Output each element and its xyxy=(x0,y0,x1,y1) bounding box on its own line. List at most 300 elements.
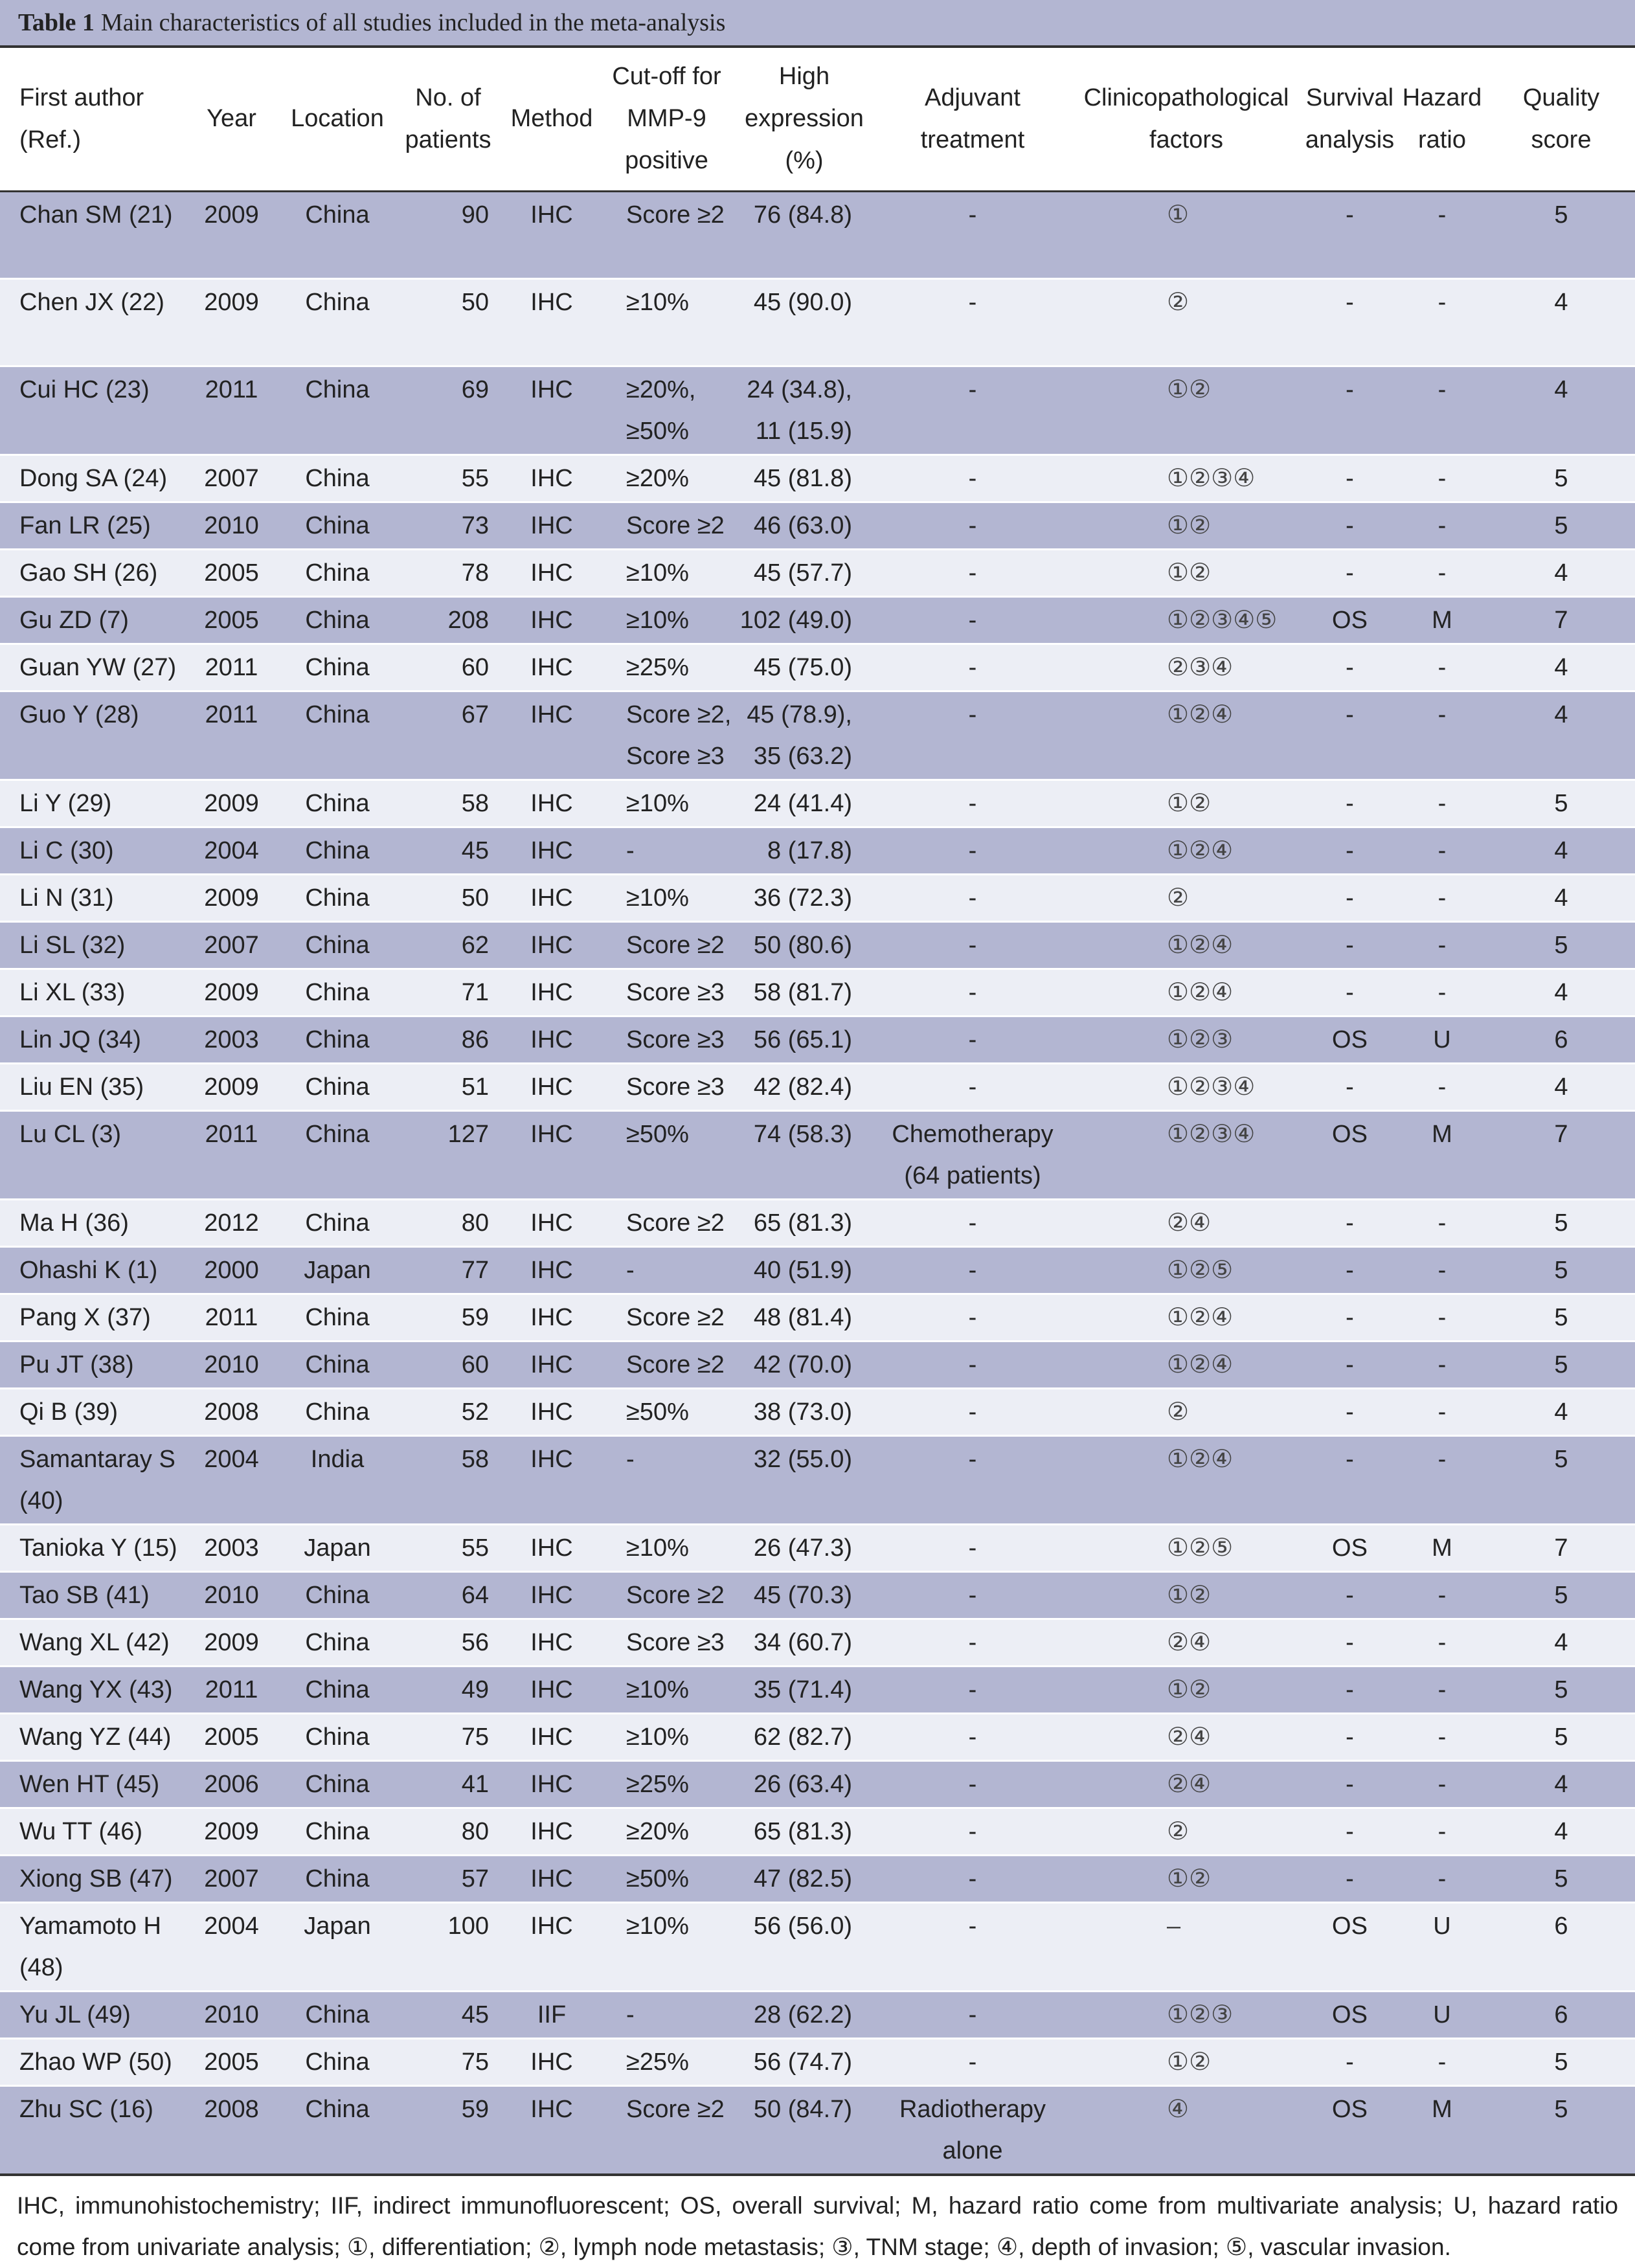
cell-method xyxy=(503,827,600,875)
header-line: No. of xyxy=(415,84,481,111)
cell-cutoff xyxy=(600,1342,733,1389)
cell-first-author xyxy=(0,1200,181,1247)
cell-first-author xyxy=(0,1389,181,1436)
cell-adjuvant-treatment xyxy=(875,279,1070,366)
cell-text: China xyxy=(305,1026,370,1053)
cell-text: M xyxy=(1432,1121,1452,1148)
cell-text: 57 xyxy=(461,1865,489,1892)
cell-method xyxy=(503,550,600,597)
cell-text: Score ≥2 xyxy=(626,2096,725,2123)
cell-adjuvant-treatment xyxy=(875,1294,1070,1342)
header-no-of-patients xyxy=(393,48,503,192)
cell-text: - xyxy=(968,1534,977,1562)
cell-text: 5 xyxy=(1554,201,1568,229)
cell-text: 4 xyxy=(1554,979,1568,1006)
cell-high-expression xyxy=(733,922,875,969)
table-row xyxy=(0,1200,1635,1247)
cell-no-of-patients xyxy=(393,827,503,875)
cell-survival-analysis xyxy=(1303,1714,1397,1761)
cell-hazard-ratio xyxy=(1397,1016,1487,1064)
cell-cutoff xyxy=(600,1200,733,1247)
cell-year xyxy=(181,1619,282,1667)
cell-survival-analysis xyxy=(1303,455,1397,502)
cell-text: - xyxy=(968,607,977,634)
cell-cutoff xyxy=(600,1619,733,1667)
cell-text: - xyxy=(1346,1398,1354,1426)
cell-text: OS xyxy=(1332,607,1368,634)
table-body xyxy=(0,192,1635,2175)
cell-first-author xyxy=(0,875,181,922)
cell-first-author xyxy=(0,1525,181,1572)
cell-text: 59 xyxy=(461,2096,489,2123)
cell-year xyxy=(181,1667,282,1714)
cell-no-of-patients xyxy=(393,279,503,366)
cell-hazard-ratio xyxy=(1397,1572,1487,1619)
cell-text: Pang X (37) xyxy=(19,1304,151,1331)
cell-year xyxy=(181,691,282,780)
cell-location xyxy=(282,1619,393,1667)
cell-text: - xyxy=(1346,1209,1354,1237)
cell-quality-score xyxy=(1487,1200,1635,1247)
cell-text: - xyxy=(968,1676,977,1703)
cell-text: 208 xyxy=(447,607,489,634)
cell-survival-analysis xyxy=(1303,1619,1397,1667)
cell-hazard-ratio xyxy=(1397,691,1487,780)
cell-no-of-patients xyxy=(393,2086,503,2175)
cell-text: 4 xyxy=(1554,1818,1568,1845)
cell-text: China xyxy=(305,2096,370,2123)
cell-text: 45 xyxy=(461,2001,489,2028)
cell-method xyxy=(503,1525,600,1572)
cell-year xyxy=(181,875,282,922)
cell-text: - xyxy=(1346,1073,1354,1101)
cell-cutoff xyxy=(600,1903,733,1992)
cell-clinicopathological-factors xyxy=(1070,502,1303,550)
cell-text: ①②④ xyxy=(1167,932,1234,959)
cell-text: China xyxy=(305,1121,370,1148)
cell-text: ②④ xyxy=(1167,1629,1212,1656)
cell-text: ①②④ xyxy=(1167,1304,1234,1331)
cell-first-author xyxy=(0,691,181,780)
cell-text: - xyxy=(1438,465,1447,492)
table-row xyxy=(0,279,1635,366)
cell-text: Score ≥3 xyxy=(626,1073,725,1101)
cell-location xyxy=(282,922,393,969)
cell-cutoff xyxy=(600,691,733,780)
cell-first-author xyxy=(0,1714,181,1761)
cell-high-expression xyxy=(733,502,875,550)
cell-hazard-ratio xyxy=(1397,1856,1487,1903)
cell-cutoff xyxy=(600,1761,733,1808)
cell-text: 35 (63.2) xyxy=(753,743,852,770)
cell-text: 90 xyxy=(461,201,489,229)
cell-text: 56 (56.0) xyxy=(753,1913,852,1940)
cell-quality-score xyxy=(1487,502,1635,550)
cell-hazard-ratio xyxy=(1397,279,1487,366)
cell-year xyxy=(181,1389,282,1436)
cell-location xyxy=(282,875,393,922)
cell-no-of-patients xyxy=(393,1761,503,1808)
cell-text: - xyxy=(968,1398,977,1426)
cell-text: - xyxy=(968,1257,977,1284)
cell-cutoff xyxy=(600,597,733,644)
cell-hazard-ratio xyxy=(1397,644,1487,691)
cell-clinicopathological-factors xyxy=(1070,1619,1303,1667)
cell-text: ①② xyxy=(1167,1865,1212,1892)
cell-text: M xyxy=(1432,607,1452,634)
header-line: Location xyxy=(291,105,384,132)
cell-adjuvant-treatment xyxy=(875,1016,1070,1064)
header-line: Year xyxy=(207,105,256,132)
cell-high-expression xyxy=(733,192,875,279)
cell-text: ≥10% xyxy=(626,559,689,587)
cell-method xyxy=(503,780,600,827)
table-row xyxy=(0,875,1635,922)
cell-no-of-patients xyxy=(393,1064,503,1111)
cell-hazard-ratio xyxy=(1397,1342,1487,1389)
cell-survival-analysis xyxy=(1303,1667,1397,1714)
cell-text: - xyxy=(968,289,977,316)
cell-text: - xyxy=(1346,654,1354,681)
cell-clinicopathological-factors xyxy=(1070,1064,1303,1111)
cell-text: IHC xyxy=(530,1676,573,1703)
cell-text: 5 xyxy=(1554,2049,1568,2076)
cell-text: Chan SM (21) xyxy=(19,201,173,229)
cell-text: - xyxy=(1346,1676,1354,1703)
cell-text: IHC xyxy=(530,289,573,316)
cell-quality-score xyxy=(1487,1992,1635,2039)
header-line: High xyxy=(778,63,830,90)
cell-method xyxy=(503,2039,600,2086)
header-line: factors xyxy=(1149,126,1224,153)
cell-text: - xyxy=(1438,559,1447,587)
cell-no-of-patients xyxy=(393,597,503,644)
cell-text: Score ≥3 xyxy=(626,743,725,770)
header-line: (Ref.) xyxy=(19,126,81,153)
cell-cutoff xyxy=(600,1992,733,2039)
cell-method xyxy=(503,1342,600,1389)
cell-text: Wang XL (42) xyxy=(19,1629,170,1656)
cell-text: India xyxy=(310,1446,365,1473)
cell-year xyxy=(181,1111,282,1200)
cell-location xyxy=(282,502,393,550)
header-line: Hazard xyxy=(1402,84,1482,111)
caption-text: Main characteristics of all studies included in the meta-analysis xyxy=(100,9,726,36)
cell-text: IHC xyxy=(530,201,573,229)
cell-text: IHC xyxy=(530,837,573,864)
cell-text: M xyxy=(1432,2096,1452,2123)
cell-text: Score ≥3 xyxy=(626,979,725,1006)
cell-high-expression xyxy=(733,1342,875,1389)
cell-text: Score ≥2 xyxy=(626,512,725,539)
cell-text: - xyxy=(1438,837,1447,864)
cell-survival-analysis xyxy=(1303,1436,1397,1525)
cell-adjuvant-treatment xyxy=(875,875,1070,922)
cell-clinicopathological-factors xyxy=(1070,1525,1303,1572)
cell-adjuvant-treatment xyxy=(875,1619,1070,1667)
cell-adjuvant-treatment xyxy=(875,192,1070,279)
caption-label: Table 1 xyxy=(18,9,95,36)
cell-first-author xyxy=(0,192,181,279)
cell-text: U xyxy=(1433,1913,1451,1940)
cell-location xyxy=(282,2039,393,2086)
table-row xyxy=(0,1808,1635,1856)
table-row xyxy=(0,597,1635,644)
cell-text: 50 xyxy=(461,884,489,912)
cell-hazard-ratio xyxy=(1397,1903,1487,1992)
cell-text: ①②③ xyxy=(1167,2001,1234,2028)
cell-no-of-patients xyxy=(393,1619,503,1667)
cell-cutoff xyxy=(600,366,733,455)
cell-text: - xyxy=(968,201,977,229)
cell-text: 5 xyxy=(1554,1723,1568,1751)
cell-text: 69 xyxy=(461,376,489,403)
cell-location xyxy=(282,1064,393,1111)
cell-text: ①②③④ xyxy=(1167,1073,1256,1101)
cell-location xyxy=(282,1247,393,1294)
table-row xyxy=(0,1064,1635,1111)
cell-first-author xyxy=(0,780,181,827)
cell-adjuvant-treatment xyxy=(875,1436,1070,1525)
cell-hazard-ratio xyxy=(1397,192,1487,279)
cell-text: 73 xyxy=(461,512,489,539)
cell-text: IHC xyxy=(530,607,573,634)
cell-method xyxy=(503,279,600,366)
cell-survival-analysis xyxy=(1303,1016,1397,1064)
cell-text: 77 xyxy=(461,1257,489,1284)
cell-first-author xyxy=(0,827,181,875)
cell-clinicopathological-factors xyxy=(1070,2039,1303,2086)
cell-text: Japan xyxy=(304,1534,371,1562)
cell-text: - xyxy=(1438,512,1447,539)
cell-no-of-patients xyxy=(393,2039,503,2086)
cell-text: Dong SA (24) xyxy=(19,465,168,492)
cell-text: 100 xyxy=(447,1913,489,1940)
cell-year xyxy=(181,2086,282,2175)
cell-cutoff xyxy=(600,875,733,922)
cell-first-author xyxy=(0,1808,181,1856)
cell-clinicopathological-factors xyxy=(1070,455,1303,502)
cell-year xyxy=(181,1761,282,1808)
cell-text: 4 xyxy=(1554,559,1568,587)
cell-text: China xyxy=(305,1723,370,1751)
cell-text: - xyxy=(968,559,977,587)
cell-text: - xyxy=(1438,1209,1447,1237)
table-row xyxy=(0,2039,1635,2086)
cell-text: 74 (58.3) xyxy=(753,1121,852,1148)
cell-hazard-ratio xyxy=(1397,922,1487,969)
header-line: (%) xyxy=(785,147,824,174)
cell-location xyxy=(282,969,393,1016)
cell-text: Score ≥2, xyxy=(626,701,732,728)
cell-clinicopathological-factors xyxy=(1070,1342,1303,1389)
header-line: MMP-9 xyxy=(627,105,706,132)
cell-text: ≥20%, xyxy=(626,376,696,403)
cell-quality-score xyxy=(1487,1761,1635,1808)
cell-survival-analysis xyxy=(1303,192,1397,279)
cell-text: Lu CL (3) xyxy=(19,1121,121,1148)
cell-method xyxy=(503,969,600,1016)
cell-high-expression xyxy=(733,1389,875,1436)
cell-survival-analysis xyxy=(1303,780,1397,827)
cell-text: Gao SH (26) xyxy=(19,559,158,587)
header-location xyxy=(282,48,393,192)
cell-text: ≥10% xyxy=(626,1534,689,1562)
cell-text: - xyxy=(626,1446,635,1473)
cell-location xyxy=(282,2086,393,2175)
cell-method xyxy=(503,455,600,502)
cell-cutoff xyxy=(600,827,733,875)
table-row xyxy=(0,2086,1635,2175)
cell-text: 5 xyxy=(1554,1446,1568,1473)
cell-high-expression xyxy=(733,827,875,875)
cell-quality-score xyxy=(1487,1064,1635,1111)
cell-text: Xiong SB (47) xyxy=(19,1865,173,1892)
cell-text: Zhu SC (16) xyxy=(19,2096,153,2123)
cell-text: - xyxy=(1346,1723,1354,1751)
cell-text: 59 xyxy=(461,1304,489,1331)
cell-method xyxy=(503,2086,600,2175)
cell-text: IHC xyxy=(530,1913,573,1940)
header-first-author xyxy=(0,48,181,192)
cell-text: 28 (62.2) xyxy=(753,2001,852,2028)
cell-no-of-patients xyxy=(393,1016,503,1064)
cell-text: ②④ xyxy=(1167,1771,1212,1798)
cell-text: ≥10% xyxy=(626,289,689,316)
cell-text: - xyxy=(1438,1582,1447,1609)
cell-text: OS xyxy=(1332,1121,1368,1148)
cell-quality-score xyxy=(1487,1436,1635,1525)
header-line: Method xyxy=(510,105,593,132)
cell-high-expression xyxy=(733,1992,875,2039)
cell-text: 35 (71.4) xyxy=(753,1676,852,1703)
cell-text: 45 (81.8) xyxy=(753,465,852,492)
cell-survival-analysis xyxy=(1303,1247,1397,1294)
cell-text: 26 (63.4) xyxy=(753,1771,852,1798)
cell-no-of-patients xyxy=(393,192,503,279)
cell-method xyxy=(503,597,600,644)
cell-no-of-patients xyxy=(393,1808,503,1856)
cell-high-expression xyxy=(733,597,875,644)
cell-text: 2007 xyxy=(204,1865,259,1892)
cell-text: China xyxy=(305,837,370,864)
cell-method xyxy=(503,1436,600,1525)
cell-text: ①② xyxy=(1167,1676,1212,1703)
cell-cutoff xyxy=(600,2039,733,2086)
cell-text: - xyxy=(968,1446,977,1473)
cell-method xyxy=(503,1111,600,1200)
cell-text: China xyxy=(305,701,370,728)
table-row xyxy=(0,1903,1635,1992)
cell-text: 4 xyxy=(1554,654,1568,681)
cell-location xyxy=(282,1111,393,1200)
cell-cutoff xyxy=(600,279,733,366)
cell-survival-analysis xyxy=(1303,1342,1397,1389)
table-row xyxy=(0,1111,1635,1200)
cell-quality-score xyxy=(1487,455,1635,502)
cell-method xyxy=(503,875,600,922)
cell-text: - xyxy=(1346,884,1354,912)
table-header-row xyxy=(0,48,1635,192)
cell-text: 2011 xyxy=(205,701,258,728)
cell-text: 4 xyxy=(1554,1629,1568,1656)
cell-text: 2007 xyxy=(204,932,259,959)
cell-text: 86 xyxy=(461,1026,489,1053)
cell-text: China xyxy=(305,1209,370,1237)
cell-cutoff xyxy=(600,192,733,279)
cell-text: - xyxy=(1346,701,1354,728)
cell-no-of-patients xyxy=(393,1992,503,2039)
cell-no-of-patients xyxy=(393,691,503,780)
cell-first-author xyxy=(0,1342,181,1389)
cell-quality-score xyxy=(1487,1247,1635,1294)
cell-clinicopathological-factors xyxy=(1070,875,1303,922)
cell-text: ①②④ xyxy=(1167,701,1234,728)
table-row xyxy=(0,1247,1635,1294)
table-caption xyxy=(0,0,1635,48)
cell-survival-analysis xyxy=(1303,502,1397,550)
cell-year xyxy=(181,366,282,455)
cell-text: - xyxy=(1346,790,1354,817)
cell-text: 2009 xyxy=(204,289,259,316)
cell-location xyxy=(282,550,393,597)
cell-first-author xyxy=(0,1247,181,1294)
cell-high-expression xyxy=(733,1572,875,1619)
cell-text: - xyxy=(968,1026,977,1053)
cell-location xyxy=(282,366,393,455)
cell-text: Tanioka Y (15) xyxy=(19,1534,177,1562)
cell-location xyxy=(282,827,393,875)
cell-text: 38 (73.0) xyxy=(753,1398,852,1426)
cell-text: 56 (74.7) xyxy=(753,2049,852,2076)
cell-quality-score xyxy=(1487,1342,1635,1389)
cell-text: IHC xyxy=(530,1398,573,1426)
cell-year xyxy=(181,1903,282,1992)
cell-text: IHC xyxy=(530,1026,573,1053)
header-hazard-ratio xyxy=(1397,48,1487,192)
cell-text: - xyxy=(968,1209,977,1237)
cell-adjuvant-treatment xyxy=(875,366,1070,455)
cell-text: China xyxy=(305,1771,370,1798)
cell-adjuvant-treatment xyxy=(875,780,1070,827)
cell-cutoff xyxy=(600,1808,733,1856)
cell-text: 2004 xyxy=(204,837,259,864)
cell-adjuvant-treatment xyxy=(875,2086,1070,2175)
cell-text: 5 xyxy=(1554,790,1568,817)
cell-text: Li C (30) xyxy=(19,837,114,864)
cell-text: 5 xyxy=(1554,1582,1568,1609)
cell-text: 7 xyxy=(1554,1534,1568,1562)
header-line: First author xyxy=(19,84,144,111)
cell-text: - xyxy=(968,979,977,1006)
table-row xyxy=(0,1389,1635,1436)
cell-quality-score xyxy=(1487,279,1635,366)
table-row xyxy=(0,1992,1635,2039)
cell-text: 2011 xyxy=(205,1121,258,1148)
cell-text: ≥20% xyxy=(626,1818,689,1845)
cell-text: Score ≥3 xyxy=(626,1026,725,1053)
cell-text: Wang YZ (44) xyxy=(19,1723,172,1751)
cell-text: 58 xyxy=(461,1446,489,1473)
cell-hazard-ratio xyxy=(1397,1436,1487,1525)
cell-first-author xyxy=(0,279,181,366)
cell-cutoff xyxy=(600,1111,733,1200)
cell-text: ①②③ xyxy=(1167,1026,1234,1053)
cell-survival-analysis xyxy=(1303,1761,1397,1808)
cell-text: - xyxy=(1346,1771,1354,1798)
cell-location xyxy=(282,1856,393,1903)
cell-text: ②④ xyxy=(1167,1723,1212,1751)
